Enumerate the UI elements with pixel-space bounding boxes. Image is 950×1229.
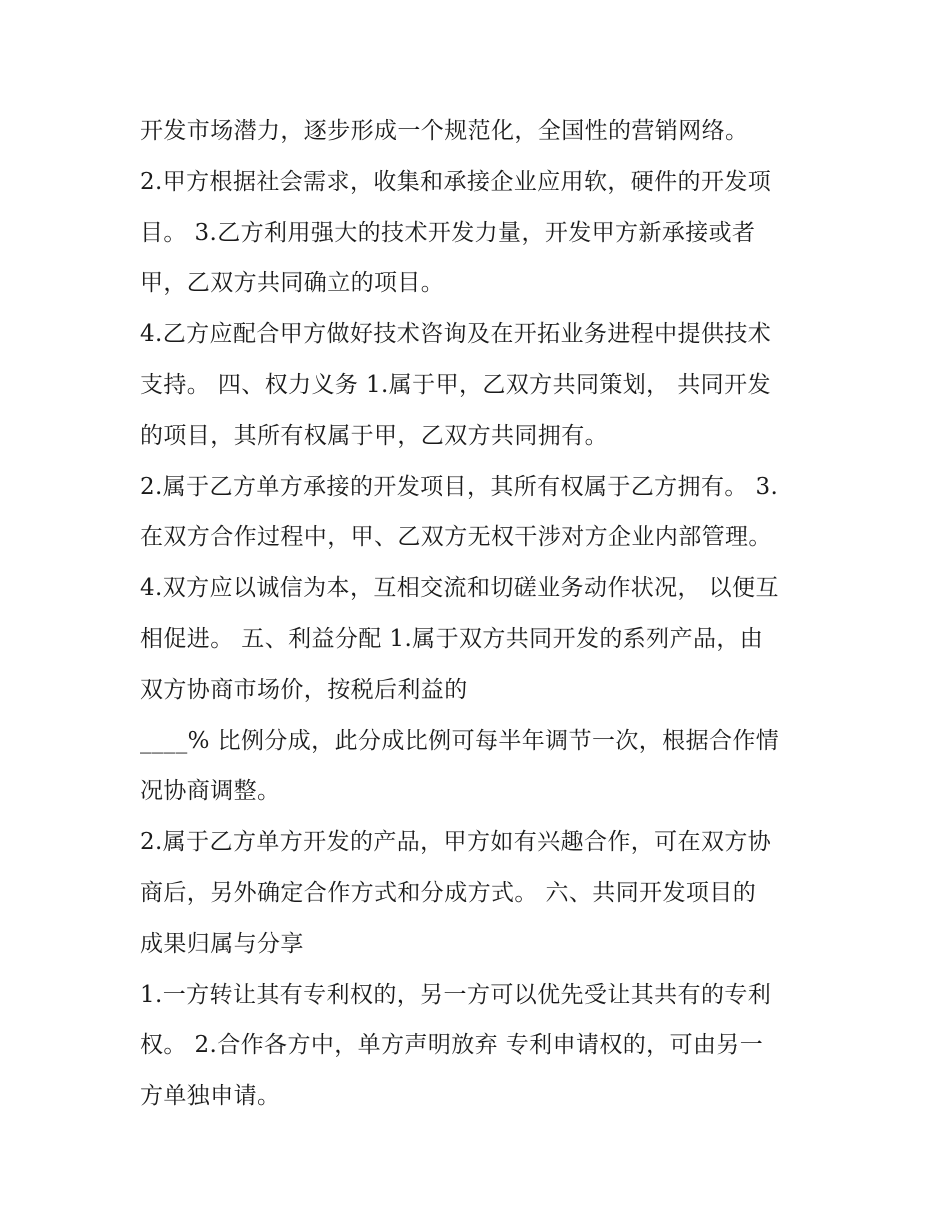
text-line: 商后，另外确定合作方式和分成方式。 六、共同开发项目的 <box>140 879 757 906</box>
text-line: 的项目，其所有权属于甲，乙双方共同拥有。 <box>140 422 608 449</box>
text-line: 2.甲方根据社会需求，收集和承接企业应用软，硬件的开发项 <box>140 168 772 195</box>
text-line: 支持。 四、权力义务 1.属于甲，乙双方共同策划， 共同开发 <box>140 371 771 398</box>
text-line: 2.属于乙方单方开发的产品，甲方如有兴趣合作，可在双方协 <box>140 829 772 856</box>
text-line: 4.双方应以诚信为本，互相交流和切磋业务动作状况， 以便互 <box>140 575 779 602</box>
text-line: 1.一方转让其有专利权的，另一方可以优先受让其共有的专利 <box>140 981 772 1008</box>
text-line: 权。 2.合作各方中，单方声明放弃 专利申请权的，可由另一 <box>140 1032 764 1059</box>
text-line: 开发市场潜力，逐步形成一个规范化，全国性的营销网络。 <box>140 118 749 144</box>
text-line: 4.乙方应配合甲方做好技术咨询及在开拓业务进程中提供技术 <box>140 321 772 348</box>
text-line: ____% 比例分成，此分成比例可每半年调节一次，根据合作情 <box>140 727 780 754</box>
text-line: 甲，乙双方共同确立的项目。 <box>140 270 445 297</box>
text-line: 方单独申请。 <box>140 1083 281 1110</box>
text-line: 相促进。 五、利益分配 1.属于双方共同开发的系列产品，由 <box>140 625 764 652</box>
text-line: 在双方合作过程中，甲、乙双方无权干涉对方企业内部管理。 <box>140 524 772 551</box>
text-line: 2.属于乙方单方承接的开发项目，其所有权属于乙方拥有。 3. <box>140 473 779 500</box>
text-line: 目。 3.乙方利用强大的技术开发力量，开发甲方新承接或者 <box>140 219 756 246</box>
text-line: 成果归属与分享 <box>140 930 304 957</box>
text-line: 双方协商市场价，按税后利益的 <box>140 676 468 703</box>
text-line: 况协商调整。 <box>140 778 281 805</box>
document-body <box>140 106 830 1122</box>
